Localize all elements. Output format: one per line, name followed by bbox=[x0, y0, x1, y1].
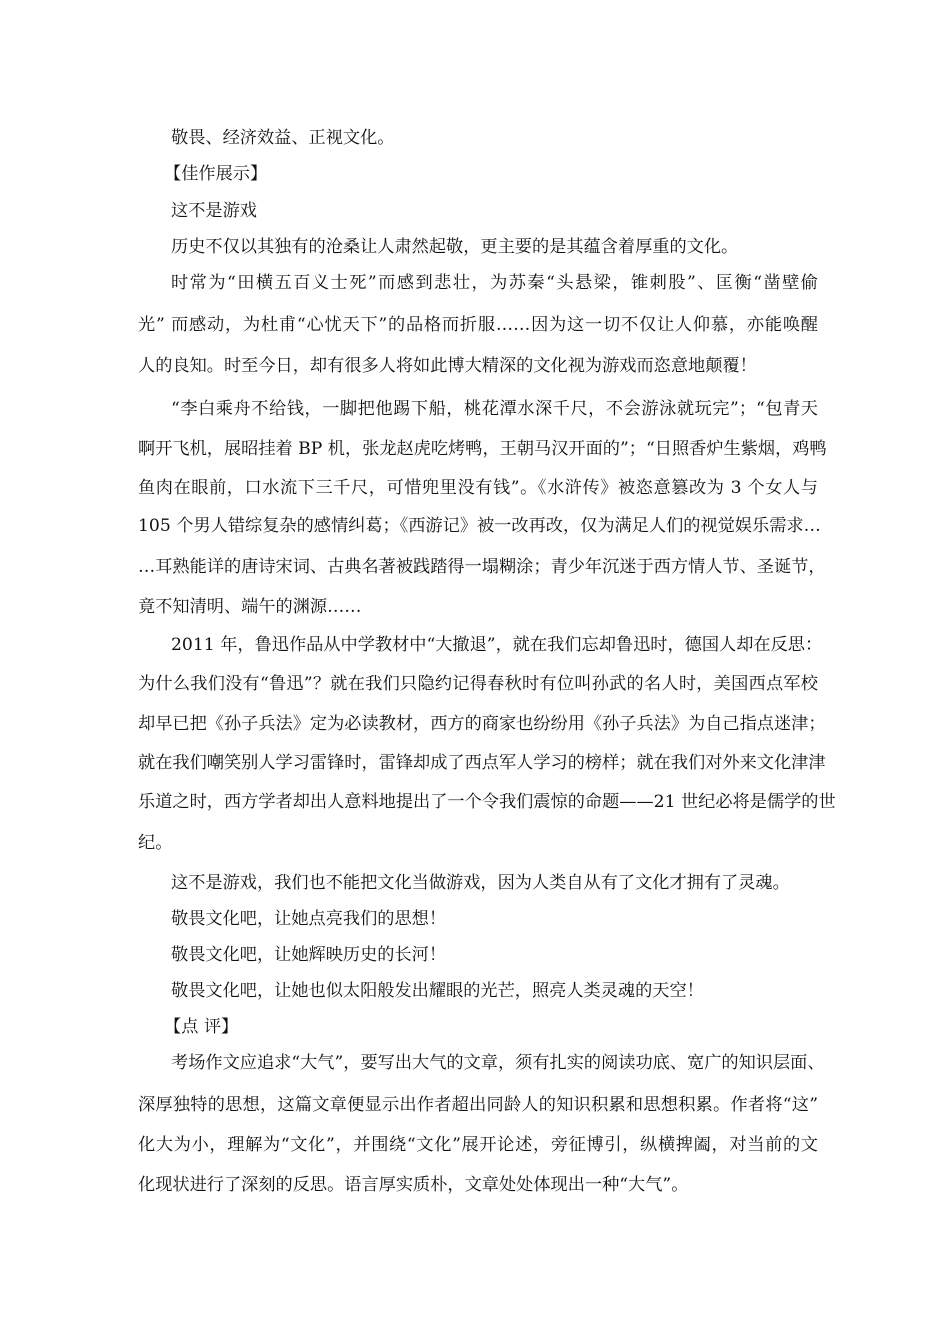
text-line: 光” 而感动，为杜甫“心忧天下”的品格而折服……因为这一切不仅让人仰慕，亦能唤醒 bbox=[138, 315, 818, 335]
text-line: 化现状进行了深刻的反思。语言厚实质朴，文章处处体现出一种“大气”。 bbox=[138, 1175, 689, 1195]
essay-title: 这不是游戏 bbox=[171, 201, 257, 221]
text-line: 就在我们嘲笑别人学习雷锋时，雷锋却成了西点军人学习的榜样；就在我们对外来文化津津 bbox=[138, 753, 826, 773]
text-line: 深厚独特的思想，这篇文章便显示出作者超出同龄人的知识积累和思想积累。作者将“这” bbox=[138, 1095, 818, 1115]
section-heading-comment: 【点 评】 bbox=[164, 1017, 239, 1037]
section-heading-showcase: 【佳作展示】 bbox=[164, 164, 268, 184]
text-line: 2011 年，鲁迅作品从中学教材中“大撤退”，就在我们忘却鲁迅时，德国人却在反思： bbox=[171, 635, 823, 655]
text-line: 历史不仅以其独有的沧桑让人肃然起敬，更主要的是其蕴含着厚重的文化。 bbox=[171, 237, 739, 257]
text-line: 这不是游戏，我们也不能把文化当做游戏，因为人类自从有了文化才拥有了灵魂。 bbox=[171, 873, 790, 893]
text-line: 105 个男人错综复杂的感情纠葛；《西游记》被一改再改，仅为满足人们的视觉娱乐需求… bbox=[138, 516, 821, 536]
text-line: 乐道之时，西方学者却出人意料地提出了一个令我们震惊的命题——21 世纪必将是儒学的世 bbox=[138, 792, 836, 812]
text-line: 时常为“田横五百义士死”而感到悲壮，为苏秦“头悬梁，锥刺股”、匡衡“凿壁偷 bbox=[171, 273, 818, 293]
text-line: 纪。 bbox=[138, 833, 173, 853]
text-line: “李白乘舟不给钱，一脚把他踢下船，桃花潭水深千尺，不会游泳就玩完”；“包青天 bbox=[171, 399, 818, 419]
text-line: 却早已把《孙子兵法》定为必读教材，西方的商家也纷纷用《孙子兵法》为自己指点迷津； bbox=[138, 714, 826, 734]
text-line: 鱼肉在眼前，口水流下三千尺，可惜兜里没有钱”。《水浒传》被恣意篡改为 3 个女人与 bbox=[138, 478, 818, 498]
text-line: 化大为小，理解为“文化”，并围绕“文化”展开论述，旁征博引，纵横捭阖，对当前的文 bbox=[138, 1135, 818, 1155]
text-line: 敬畏文化吧，让她辉映历史的长河！ bbox=[171, 945, 447, 965]
text-line: 敬畏文化吧，让她点亮我们的思想！ bbox=[171, 909, 447, 929]
text-line: 敬畏文化吧，让她也似太阳般发出耀眼的光芒，照亮人类灵魂的天空！ bbox=[171, 981, 704, 1001]
text-line: 啊开飞机，展昭挂着 BP 机，张龙赵虎吃烤鸭，王朝马汉开面的”；“日照香炉生紫烟，鸡鸭 bbox=[138, 439, 827, 459]
text-line: 竟不知清明、端午的渊源…… bbox=[138, 597, 362, 617]
text-line: 敬畏、经济效益、正视文化。 bbox=[171, 128, 395, 148]
text-line: 考场作文应追求“大气”，要写出大气的文章，须有扎实的阅读功底、宽广的知识层面、 bbox=[171, 1053, 825, 1073]
text-line: 为什么我们没有“鲁迅”？就在我们只隐约记得春秋时有位叫孙武的名人时，美国西点军校 bbox=[138, 674, 818, 694]
text-line: 人的良知。时至今日，却有很多人将如此博大精深的文化视为游戏而恣意地颠覆！ bbox=[138, 356, 757, 376]
text-line: …耳熟能详的唐诗宋词、古典名著被践踏得一塌糊涂；青少年沉迷于西方情人节、圣诞节， bbox=[138, 557, 826, 577]
